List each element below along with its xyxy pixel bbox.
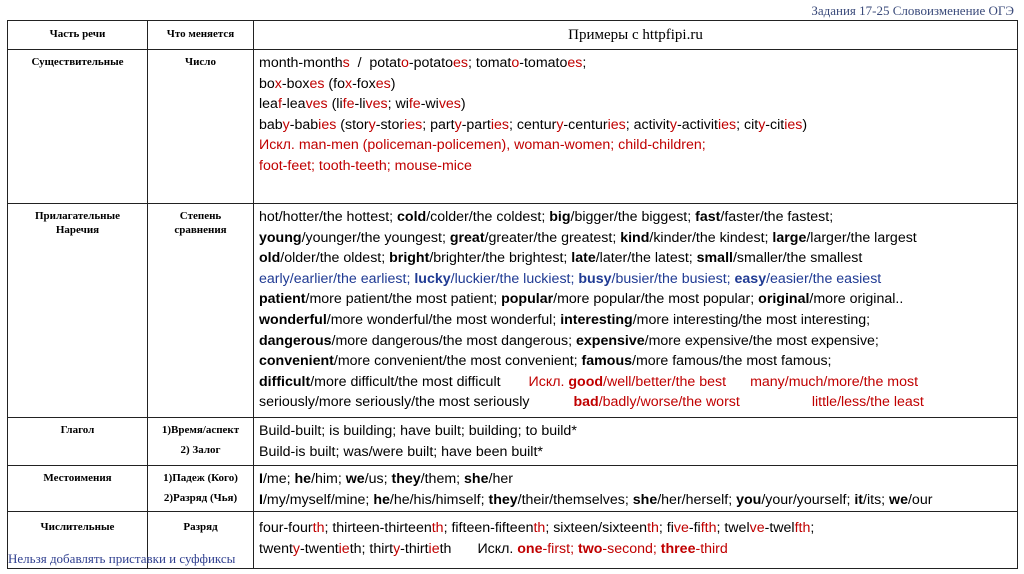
table-row: [8, 466, 1018, 512]
row-label-adjectives: Прилагательные Наречия: [8, 204, 148, 418]
example-line: Build-built; is building; have built; building; to build*: [259, 423, 577, 439]
example-line: baby-babies (story-stories; party-parties; century-centuries; activity-activities; city-cities): [259, 116, 808, 133]
example-line: wonderful/more wonderful/the most wonderful; interesting/more interesting/the most interesting;: [259, 311, 871, 328]
example-line: I/my/myself/mine; he/he/his/himself; they/their/themselves; she/her/herself; you/your/yourself; it/its; we/our: [259, 491, 933, 508]
row-label-numerals: Числительные: [8, 512, 148, 569]
example-line: dangerous/more dangerous/the most dangerous; expensive/more expensive/the most expensive;: [259, 332, 879, 349]
row-change-adjectives: Степень сравнения: [148, 204, 254, 418]
column-header-part: Часть речи: [8, 21, 148, 50]
example-line: four-fourth; thirteen-thirteenth; fifteen-fifteenth; sixteen/sixteenth; five-fifth; twelve-twelfth;: [259, 520, 815, 537]
example-line: I/me; he/him; we/us; they/them; she/her: [259, 471, 513, 487]
footer-note: Нельзя добавлять приставки и суффиксы: [8, 551, 236, 566]
row-change-pronouns: 1)Падеж (Кого) 2)Разряд (Чья): [148, 466, 254, 512]
column-header-change: Что меняется: [148, 21, 254, 50]
example-line: patient/more patient/the most patient; popular/more popular/the most popular; original/more original..: [259, 291, 904, 308]
example-line: Build-is built; was/were built; have been built*: [259, 443, 543, 460]
example-line: foot-feet; tooth-teeth; mouse-mice: [259, 157, 472, 174]
grammar-table: [7, 20, 1018, 569]
table-row: [8, 50, 1018, 204]
row-change-nouns: Число: [148, 50, 254, 204]
row-label-nouns: Существительные: [8, 50, 148, 204]
example-line: seriously/more seriously/the most seriously bad/badly/worse/the worst little/less/the least: [259, 394, 924, 411]
example-line: Искл. man-men (policeman-policemen), woman-women; child-children;: [259, 137, 706, 154]
example-line: old/older/the oldest; bright/brighter/the brightest; late/later/the latest; small/smaller/the smallest: [259, 250, 863, 267]
example-line: difficult/more difficult/the most difficult Искл. good/well/better/the best many/much/more/the most: [259, 373, 919, 390]
row-change-verb: 1)Время/аспект 2) Залог: [148, 418, 254, 466]
example-line: young/younger/the youngest; great/greater/the greatest; kind/kinder/the kindest; large/larger/the largest: [259, 229, 917, 246]
examples-verb: [254, 418, 1018, 466]
example-line: month-months / potato-potatoes; tomato-tomatoes;: [259, 55, 587, 71]
column-header-examples: Примеры с httpfipi.ru: [254, 21, 1018, 50]
table-row: [8, 204, 1018, 418]
example-line: leaf-leaves (life-lives; wife-wives): [259, 96, 466, 113]
examples-pronouns: [254, 466, 1018, 512]
example-line: convenient/more convenient/the most convenient; famous/more famous/the most famous;: [259, 353, 832, 370]
row-label-verb: Глагол: [8, 418, 148, 466]
row-label-pronouns: Местоимения: [8, 466, 148, 512]
examples-numerals: [254, 512, 1018, 569]
table-row: [8, 418, 1018, 466]
example-line: twenty-twentieth; thirty-thirtieth Искл. one-first; two-second; three-third: [259, 540, 728, 557]
row-change-numerals: Разряд: [148, 512, 254, 569]
examples-nouns: [254, 50, 1018, 204]
page-header-title: Задания 17-25 Словоизменение ОГЭ: [811, 3, 1014, 18]
examples-adjectives: [254, 204, 1018, 418]
example-line: early/earlier/the earliest; lucky/luckier/the luckiest; busy/busier/the busiest; easy/easier/the easiest: [259, 270, 882, 287]
table-header-row: [8, 21, 1018, 50]
example-line: box-boxes (fox-foxes): [259, 75, 396, 92]
example-line: hot/hotter/the hottest; cold/colder/the coldest; big/bigger/the biggest; fast/faster/the fastest;: [259, 209, 834, 225]
